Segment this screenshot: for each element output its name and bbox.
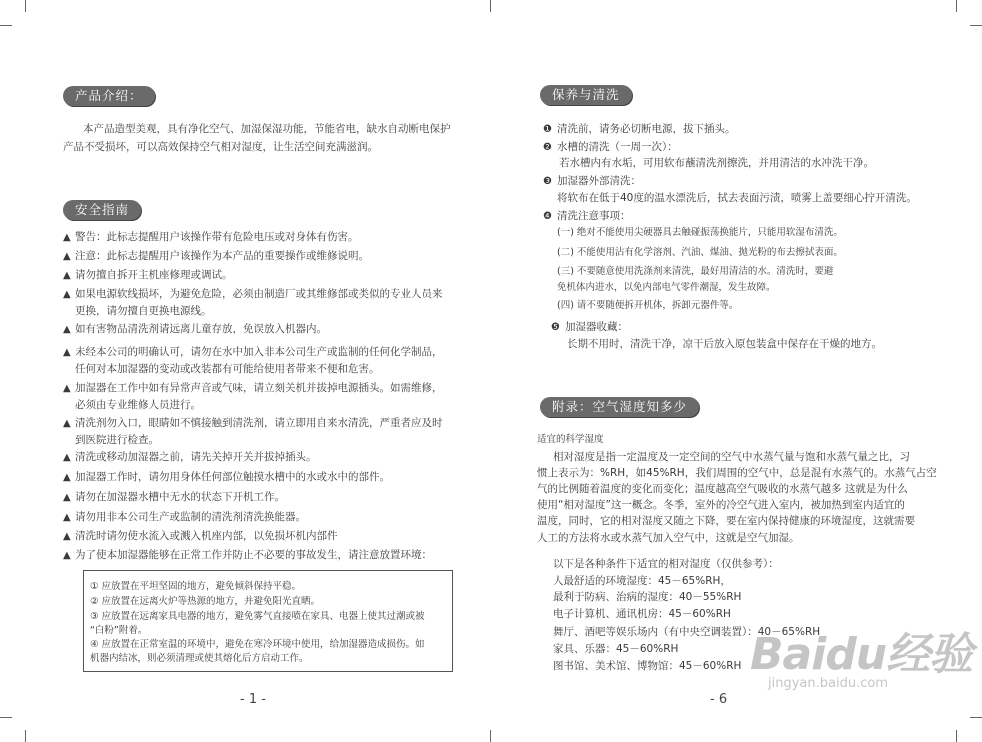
safety-item: ▲ 清洗剂勿入口，眼睛如不慎接触到清洗剂，请立即用自来水清洗，严重者应及时 [63, 417, 443, 429]
safety-item: ▲ 注意：此标志提醒用户该操作为本产品的重要操作或维修说明。 [63, 250, 369, 262]
maint-item: ❷ 水槽的清洗（一周一次）： [543, 141, 678, 153]
placement-note: ② 应放置在远离火炉等热源的地方，并避免阳光直晒。 [90, 596, 321, 607]
maint-item-body: 长期不用时，清洗干净，凉干后放入原包装盒中保存在干燥的地方。 [567, 338, 882, 350]
crop-mark [0, 25, 12, 26]
page-number-left: - 1 - [240, 692, 266, 707]
safety-item-cont: 必须由专业维修人员进行。 [75, 399, 201, 411]
humidity-list-item: 电子计算机、通讯机房：45－60%RH [553, 608, 731, 620]
safety-item-cont: 到医院进行检查。 [75, 434, 159, 446]
crop-mark [956, 0, 957, 12]
watermark-brand: Baidu经验 [750, 629, 973, 680]
maint-item: ❹ 清洗注意事项： [543, 210, 631, 222]
humidity-paragraph: 使用“相对湿度”这一概念。冬季，室外的冷空气进入室内，被加热到室内适宜的 [537, 499, 905, 511]
crop-mark [956, 730, 957, 742]
maint-item: ❸ 加湿器外部清洗： [543, 175, 641, 187]
placement-note: 机器内结冰，则必须清理或使其熔化后方启动工作。 [90, 653, 309, 664]
maint-item: ❶ 清洗前，请务必切断电源，拔下插头。 [543, 123, 736, 135]
placement-note: ① 应放置在平坦坚固的地方，避免倾斜保持平稳。 [90, 581, 302, 592]
humidity-list-item: 人最舒适的环境湿度：45－65%RH， [553, 575, 731, 587]
intro-line: 本产品造型美观，具有净化空气、加湿保湿功能，节能省电，缺水自动断电保护 [83, 123, 451, 135]
section-title-intro: 产品介绍： [63, 86, 155, 106]
placement-note: “白粉”附着。 [90, 625, 148, 636]
crop-mark [0, 717, 12, 718]
watermark-url: jingyan.baidu.com [768, 676, 888, 691]
crop-mark [970, 25, 982, 26]
crop-mark [970, 717, 982, 718]
subheading: 适宜的科学湿度 [537, 434, 604, 445]
maint-note: (一) 绝对不能使用尖硬器具去触碰振荡换能片，只能用软湿布清洗。 [557, 227, 843, 238]
humidity-list-item: 图书馆、美术馆、博物馆：45－60%RH [553, 660, 742, 672]
safety-item: ▲ 请勿在加湿器水槽中无水的状态下开机工作。 [63, 491, 285, 503]
safety-item: ▲ 请勿擅自拆开主机座修理或调试。 [63, 269, 233, 281]
maint-note: 免机体内进水，以免内部电气零件潮湿，发生故障。 [557, 282, 776, 293]
safety-item: ▲ 清洗或移动加湿器之前，请先关掉开关并拔掉插头。 [63, 451, 317, 463]
intro-line: 产品不受损坏，可以高效保持空气相对湿度，让生活空间充满滋润。 [63, 141, 378, 153]
maint-note: (四) 请不要随便拆开机体，拆卸元器件等。 [557, 300, 739, 311]
humidity-list-item: 最利于防病、治病的湿度：40－55%RH [553, 591, 742, 603]
safety-item-cont: 任何对本加湿器的变动或改装都有可能给使用者带来不便和危害。 [75, 363, 380, 375]
list-title: 以下是各种条件下适宜的相对湿度（仅供参考）： [553, 558, 779, 570]
maint-item-body: 若水槽内有水垢，可用软布蘸清洗剂擦洗，并用清洁的水冲洗干净。 [559, 157, 874, 169]
safety-item: ▲ 请勿用非本公司生产或监制的清洗剂清洗换能器。 [63, 511, 306, 523]
humidity-paragraph: 相对湿度是指一定温度及一定空间的空气中水蒸气量与饱和水蒸气量之比，习 [553, 451, 910, 463]
humidity-paragraph: 惯上表示为：%RH，如45%RH，我们周围的空气中，总是混有水蒸气的。水蒸气占空 [537, 467, 937, 479]
maint-note: (二) 不能使用沾有化学溶剂、汽油、煤油、抛光粉的布去擦拭表面。 [557, 247, 843, 258]
placement-note: ④ 应放置在正常室温的环境中，避免在寒冷环境中使用，给加湿器造成损伤。如 [90, 639, 425, 650]
crop-mark [25, 0, 26, 12]
humidity-paragraph: 温度，同时，它的相对湿度又随之下降，要在室内保持健康的环境湿度，这就需要 [537, 515, 915, 527]
safety-item: ▲ 为了使本加湿器能够在正常工作并防止不必要的事故发生，请注意放置环境： [63, 549, 432, 561]
maint-item-body: 将软布在低于40度的温水漂洗后，拭去表面污渍，喷雾上盖要细心拧开清洗。 [557, 192, 917, 204]
crop-mark [490, 730, 491, 742]
safety-item-cont: 更换，请勿擅自更换电源线。 [75, 305, 212, 317]
section-title-maintenance: 保养与清洗 [540, 85, 632, 105]
placement-note: ③ 应放置在远离家具电器的地方，避免雾气直接喷在家具、电器上使其过潮或被 [90, 611, 425, 622]
safety-item: ▲ 未经本公司的明确认可，请勿在水中加入非本公司生产或监制的任何化学制品， [63, 346, 443, 358]
maint-item: ❺ 加湿器收藏： [551, 321, 628, 333]
section-title-safety: 安全指南 [63, 200, 141, 220]
humidity-list-item: 舞厅、酒吧等娱乐场内（有中央空调装置）：40－65%RH [553, 626, 821, 638]
safety-item: ▲ 清洗时请勿使水流入或溅入机座内部，以免损坏机内部件 [63, 530, 338, 542]
crop-mark [25, 730, 26, 742]
safety-item: ▲ 加湿器工作时，请勿用身体任何部位触摸水槽中的水或水中的部件。 [63, 471, 390, 483]
crop-mark [490, 0, 491, 12]
safety-item: ▲ 警告：此标志提醒用户该操作带有危险电压或对身体有伤害。 [63, 231, 359, 243]
safety-item: ▲ 如果电源软线损坏，为避免危险，必须由制造厂或其维修部或类似的专业人员来 [63, 288, 443, 300]
humidity-paragraph: 气的比例随着温度的变化而变化；温度越高空气吸收的水蒸气越多 这就是为什么 [537, 483, 908, 495]
page-number-right: - 6 [710, 692, 728, 707]
safety-item: ▲ 加湿器在工作中如有异常声音或气味，请立刻关机并拔掉电源插头。如需维修， [63, 382, 443, 394]
humidity-list-item: 家具、乐器：45－60%RH [553, 643, 679, 655]
safety-item: ▲ 如有害物品清洗剂请远离儿童存放，免误放入机器内。 [63, 323, 327, 335]
maint-note: (三) 不要随意使用洗涤剂来清洗，最好用清洁的水。清洗时，要避 [557, 266, 834, 277]
humidity-paragraph: 人工的方法将水或水蒸气加入空气中，这就是空气加湿。 [537, 532, 800, 544]
section-title-appendix: 附录：空气湿度知多少 [540, 397, 699, 417]
